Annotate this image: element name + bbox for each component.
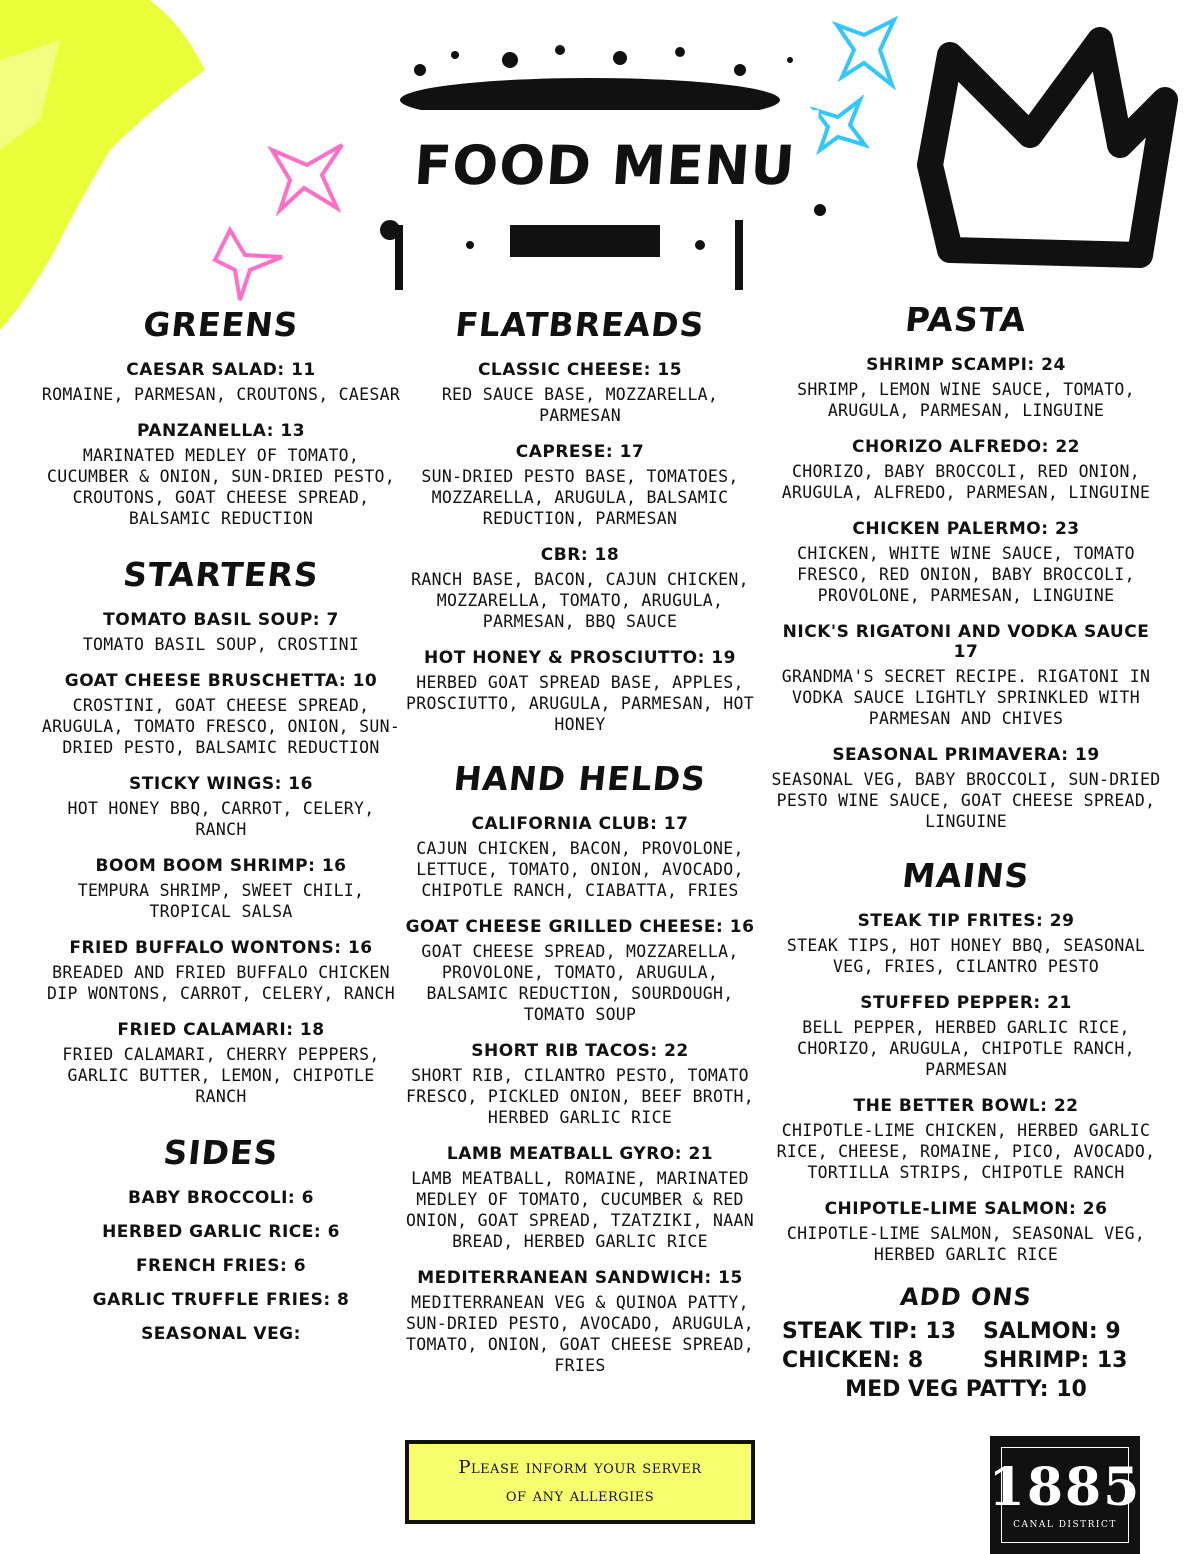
item-name: PANZANELLA: 13 — [136, 421, 306, 441]
menu-item — [768, 519, 1164, 606]
menu-item — [40, 856, 402, 922]
side-item: FRENCH FRIES: 6 — [135, 1256, 307, 1276]
item-name: STUFFED PEPPER: 21 — [860, 993, 1072, 1013]
section-title-mains: MAINS — [900, 856, 1032, 895]
menu-item — [405, 1144, 755, 1252]
item-description: STEAK TIPS, HOT HONEY BBQ, SEASONAL VEG, FRIES, CILANTRO PESTO — [786, 936, 1146, 976]
section-title-add-ons: ADD ONS — [898, 1283, 1034, 1311]
item-name: FRIED BUFFALO WONTONS: 16 — [69, 938, 373, 958]
menu-item — [768, 1096, 1164, 1183]
item-name: STICKY WINGS: 16 — [129, 774, 313, 794]
menu-item — [405, 442, 755, 529]
left-column — [40, 305, 402, 1358]
menu-item — [40, 610, 402, 655]
menu-item — [768, 437, 1164, 503]
allergy-notice — [405, 1440, 755, 1524]
menu-item — [405, 360, 755, 426]
item-description: GRANDMA'S SECRET RECIPE. RIGATONI IN VODKA SAUCE LIGHTLY SPRINKLED WITH PARMESAN AND CHIVES — [781, 667, 1151, 728]
menu-item — [768, 745, 1164, 832]
item-name: NICK'S RIGATONI AND VODKA SAUCE 17 — [782, 622, 1150, 662]
side-item: HERBED GARLIC RICE: 6 — [102, 1222, 340, 1242]
item-description: FRIED CALAMARI, CHERRY PEPPERS, GARLIC BUTTER, LEMON, CHIPOTLE RANCH — [62, 1045, 380, 1106]
right-column — [768, 300, 1164, 1402]
item-description: MARINATED MEDLEY OF TOMATO, CUCUMBER & ONION, SUN-DRIED PESTO, CROUTONS, GOAT CHEESE SPREAD, BALSAMIC REDUCTION — [47, 446, 395, 528]
item-description: CAJUN CHICKEN, BACON, PROVOLONE, LETTUCE, TOMATO, ONION, AVOCADO, CHIPOTLE RANCH, CIABATTA, FRIES — [416, 839, 744, 900]
section-title-pasta: PASTA — [903, 300, 1029, 339]
item-name: CHIPOTLE-LIME SALMON: 26 — [824, 1199, 1108, 1219]
section-title-hand-helds: HAND HELDS — [451, 759, 709, 798]
item-description: MEDITERRANEAN VEG & QUINOA PATTY, SUN-DRIED PESTO, AVOCADO, ARUGULA, TOMATO, ONION, GOAT CHEESE SPREAD, FRIES — [406, 1293, 754, 1375]
add-ons-list — [768, 1319, 1164, 1373]
section-title-sides: SIDES — [161, 1133, 281, 1172]
item-description: SEASONAL VEG, BABY BROCCOLI, SUN-DRIED PESTO WINE SAUCE, GOAT CHEESE SPREAD, LINGUINE — [771, 770, 1161, 831]
item-description: TEMPURA SHRIMP, SWEET CHILI, TROPICAL SALSA — [77, 881, 365, 921]
item-name: CAPRESE: 17 — [515, 442, 645, 462]
menu-item — [768, 911, 1164, 977]
page-title: FOOD MENU — [391, 110, 819, 220]
item-name: FRIED CALAMARI: 18 — [117, 1020, 325, 1040]
add-on-item: MED VEG PATTY: 10 — [845, 1377, 1087, 1402]
side-item: SEASONAL VEG: — [141, 1324, 301, 1344]
logo-number: 1885 — [988, 1457, 1142, 1518]
item-name: GOAT CHEESE GRILLED CHEESE: 16 — [405, 917, 755, 937]
menu-item — [405, 814, 755, 901]
menu-item — [40, 1020, 402, 1107]
menu-item — [768, 355, 1164, 421]
menu-item — [768, 622, 1164, 729]
menu-item — [40, 360, 402, 405]
cyan-star-icon — [832, 15, 902, 90]
item-name: SEASONAL PRIMAVERA: 19 — [832, 745, 1100, 765]
allergy-notice-line: of any allergies — [505, 1485, 655, 1506]
item-description: RED SAUCE BASE, MOZZARELLA, PARMESAN — [441, 385, 719, 425]
menu-item — [405, 917, 755, 1025]
allergy-notice-line: Please inform your server — [458, 1457, 702, 1478]
item-name: CAESAR SALAD: 11 — [126, 360, 316, 380]
item-name: HOT HONEY & PROSCIUTTO: 19 — [424, 648, 736, 668]
item-name: CHICKEN PALERMO: 23 — [852, 519, 1080, 539]
item-description: RANCH BASE, BACON, CAJUN CHICKEN, MOZZARELLA, TOMATO, ARUGULA, PARMESAN, BBQ SAUCE — [411, 570, 749, 631]
item-name: LAMB MEATBALL GYRO: 21 — [446, 1144, 714, 1164]
add-on-item: SALMON: 9 — [983, 1319, 1121, 1344]
item-name: MEDITERRANEAN SANDWICH: 15 — [417, 1268, 743, 1288]
item-description: BREADED AND FRIED BUFFALO CHICKEN DIP WONTONS, CARROT, CELERY, RANCH — [47, 963, 395, 1003]
item-name: SHORT RIB TACOS: 22 — [471, 1041, 689, 1061]
item-name: CLASSIC CHEESE: 15 — [477, 360, 683, 380]
item-name: GOAT CHEESE BRUSCHETTA: 10 — [64, 671, 378, 691]
item-name: TOMATO BASIL SOUP: 7 — [103, 610, 339, 630]
item-name: BOOM BOOM SHRIMP: 16 — [95, 856, 347, 876]
add-on-item: SHRIMP: 13 — [983, 1348, 1128, 1373]
item-name: CALIFORNIA CLUB: 17 — [471, 814, 689, 834]
yellow-paint-splash — [0, 0, 230, 330]
menu-item — [40, 774, 402, 840]
menu-item — [40, 671, 402, 758]
menu-item — [768, 993, 1164, 1080]
side-item: BABY BROCCOLI: 6 — [128, 1188, 314, 1208]
item-description: CHICKEN, WHITE WINE SAUCE, TOMATO FRESCO, RED ONION, BABY BROCCOLI, PROVOLONE, PARMESAN, LINGUINE — [797, 544, 1135, 605]
item-description: CHIPOTLE-LIME CHICKEN, HERBED GARLIC RICE, CHEESE, ROMAINE, PICO, AVOCADO, TORTILLA STRIPS, CHIPOTLE RANCH — [776, 1121, 1156, 1182]
item-description: HERBED GOAT SPREAD BASE, APPLES, PROSCIUTTO, ARUGULA, PARMESAN, HOT HONEY — [406, 673, 754, 734]
section-title-flatbreads: FLATBREADS — [453, 305, 707, 344]
logo-frame — [1001, 1447, 1129, 1543]
item-name: CBR: 18 — [540, 545, 620, 565]
pink-star-icon — [262, 130, 352, 220]
menu-item — [405, 1268, 755, 1376]
middle-column — [405, 305, 755, 1392]
item-description: ROMAINE, PARMESAN, CROUTONS, CAESAR — [41, 385, 401, 404]
section-title-greens: GREENS — [141, 305, 301, 344]
item-name: CHORIZO ALFREDO: 22 — [851, 437, 1080, 457]
restaurant-logo — [990, 1436, 1140, 1554]
item-name: SHRIMP SCAMPI: 24 — [866, 355, 1066, 375]
item-description: LAMB MEATBALL, ROMAINE, MARINATED MEDLEY OF TOMATO, CUCUMBER & RED ONION, GOAT SPREAD, TZATZIKI, NAAN BREAD, HERBED GARLIC RICE — [406, 1169, 754, 1251]
logo-subtitle: CANAL DISTRICT — [1013, 1520, 1117, 1530]
menu-item — [40, 421, 402, 529]
menu-item — [40, 938, 402, 1004]
item-description: BELL PEPPER, HERBED GARLIC RICE, CHORIZO, ARUGULA, CHIPOTLE RANCH, PARMESAN — [797, 1018, 1135, 1079]
item-name: THE BETTER BOWL: 22 — [853, 1096, 1079, 1116]
menu-item — [768, 1199, 1164, 1265]
item-description: CHIPOTLE-LIME SALMON, SEASONAL VEG, HERBED GARLIC RICE — [786, 1224, 1146, 1264]
add-on-item: STEAK TIP: 13 — [782, 1319, 957, 1344]
side-item: GARLIC TRUFFLE FRIES: 8 — [92, 1290, 350, 1310]
item-description: CHORIZO, BABY BROCCOLI, RED ONION, ARUGULA, ALFREDO, PARMESAN, LINGUINE — [781, 462, 1151, 502]
item-description: SHORT RIB, CILANTRO PESTO, TOMATO FRESCO, PICKLED ONION, BEEF BROTH, HERBED GARLIC RICE — [406, 1066, 754, 1127]
item-description: HOT HONEY BBQ, CARROT, CELERY, RANCH — [67, 799, 375, 839]
menu-item — [405, 545, 755, 632]
item-name: STEAK TIP FRITES: 29 — [857, 911, 1075, 931]
section-title-starters: STARTERS — [121, 555, 321, 594]
item-description: CROSTINI, GOAT CHEESE SPREAD, ARUGULA, TOMATO FRESCO, ONION, SUN-DRIED PESTO, BALSAMIC REDUCTION — [41, 696, 401, 757]
item-description: SUN-DRIED PESTO BASE, TOMATOES, MOZZARELLA, ARUGULA, BALSAMIC REDUCTION, PARMESAN — [421, 467, 739, 528]
add-on-item: CHICKEN: 8 — [782, 1348, 924, 1373]
crown-graffiti — [910, 25, 1190, 285]
menu-item — [405, 648, 755, 735]
item-description: GOAT CHEESE SPREAD, MOZZARELLA, PROVOLONE, TOMATO, ARUGULA, BALSAMIC REDUCTION, SOURDOUGH, TOMATO SOUP — [421, 942, 739, 1024]
item-description: TOMATO BASIL SOUP, CROSTINI — [82, 635, 360, 654]
pink-star-icon — [210, 225, 290, 305]
menu-item — [405, 1041, 755, 1128]
item-description: SHRIMP, LEMON WINE SAUCE, TOMATO, ARUGULA, PARMESAN, LINGUINE — [797, 380, 1135, 420]
